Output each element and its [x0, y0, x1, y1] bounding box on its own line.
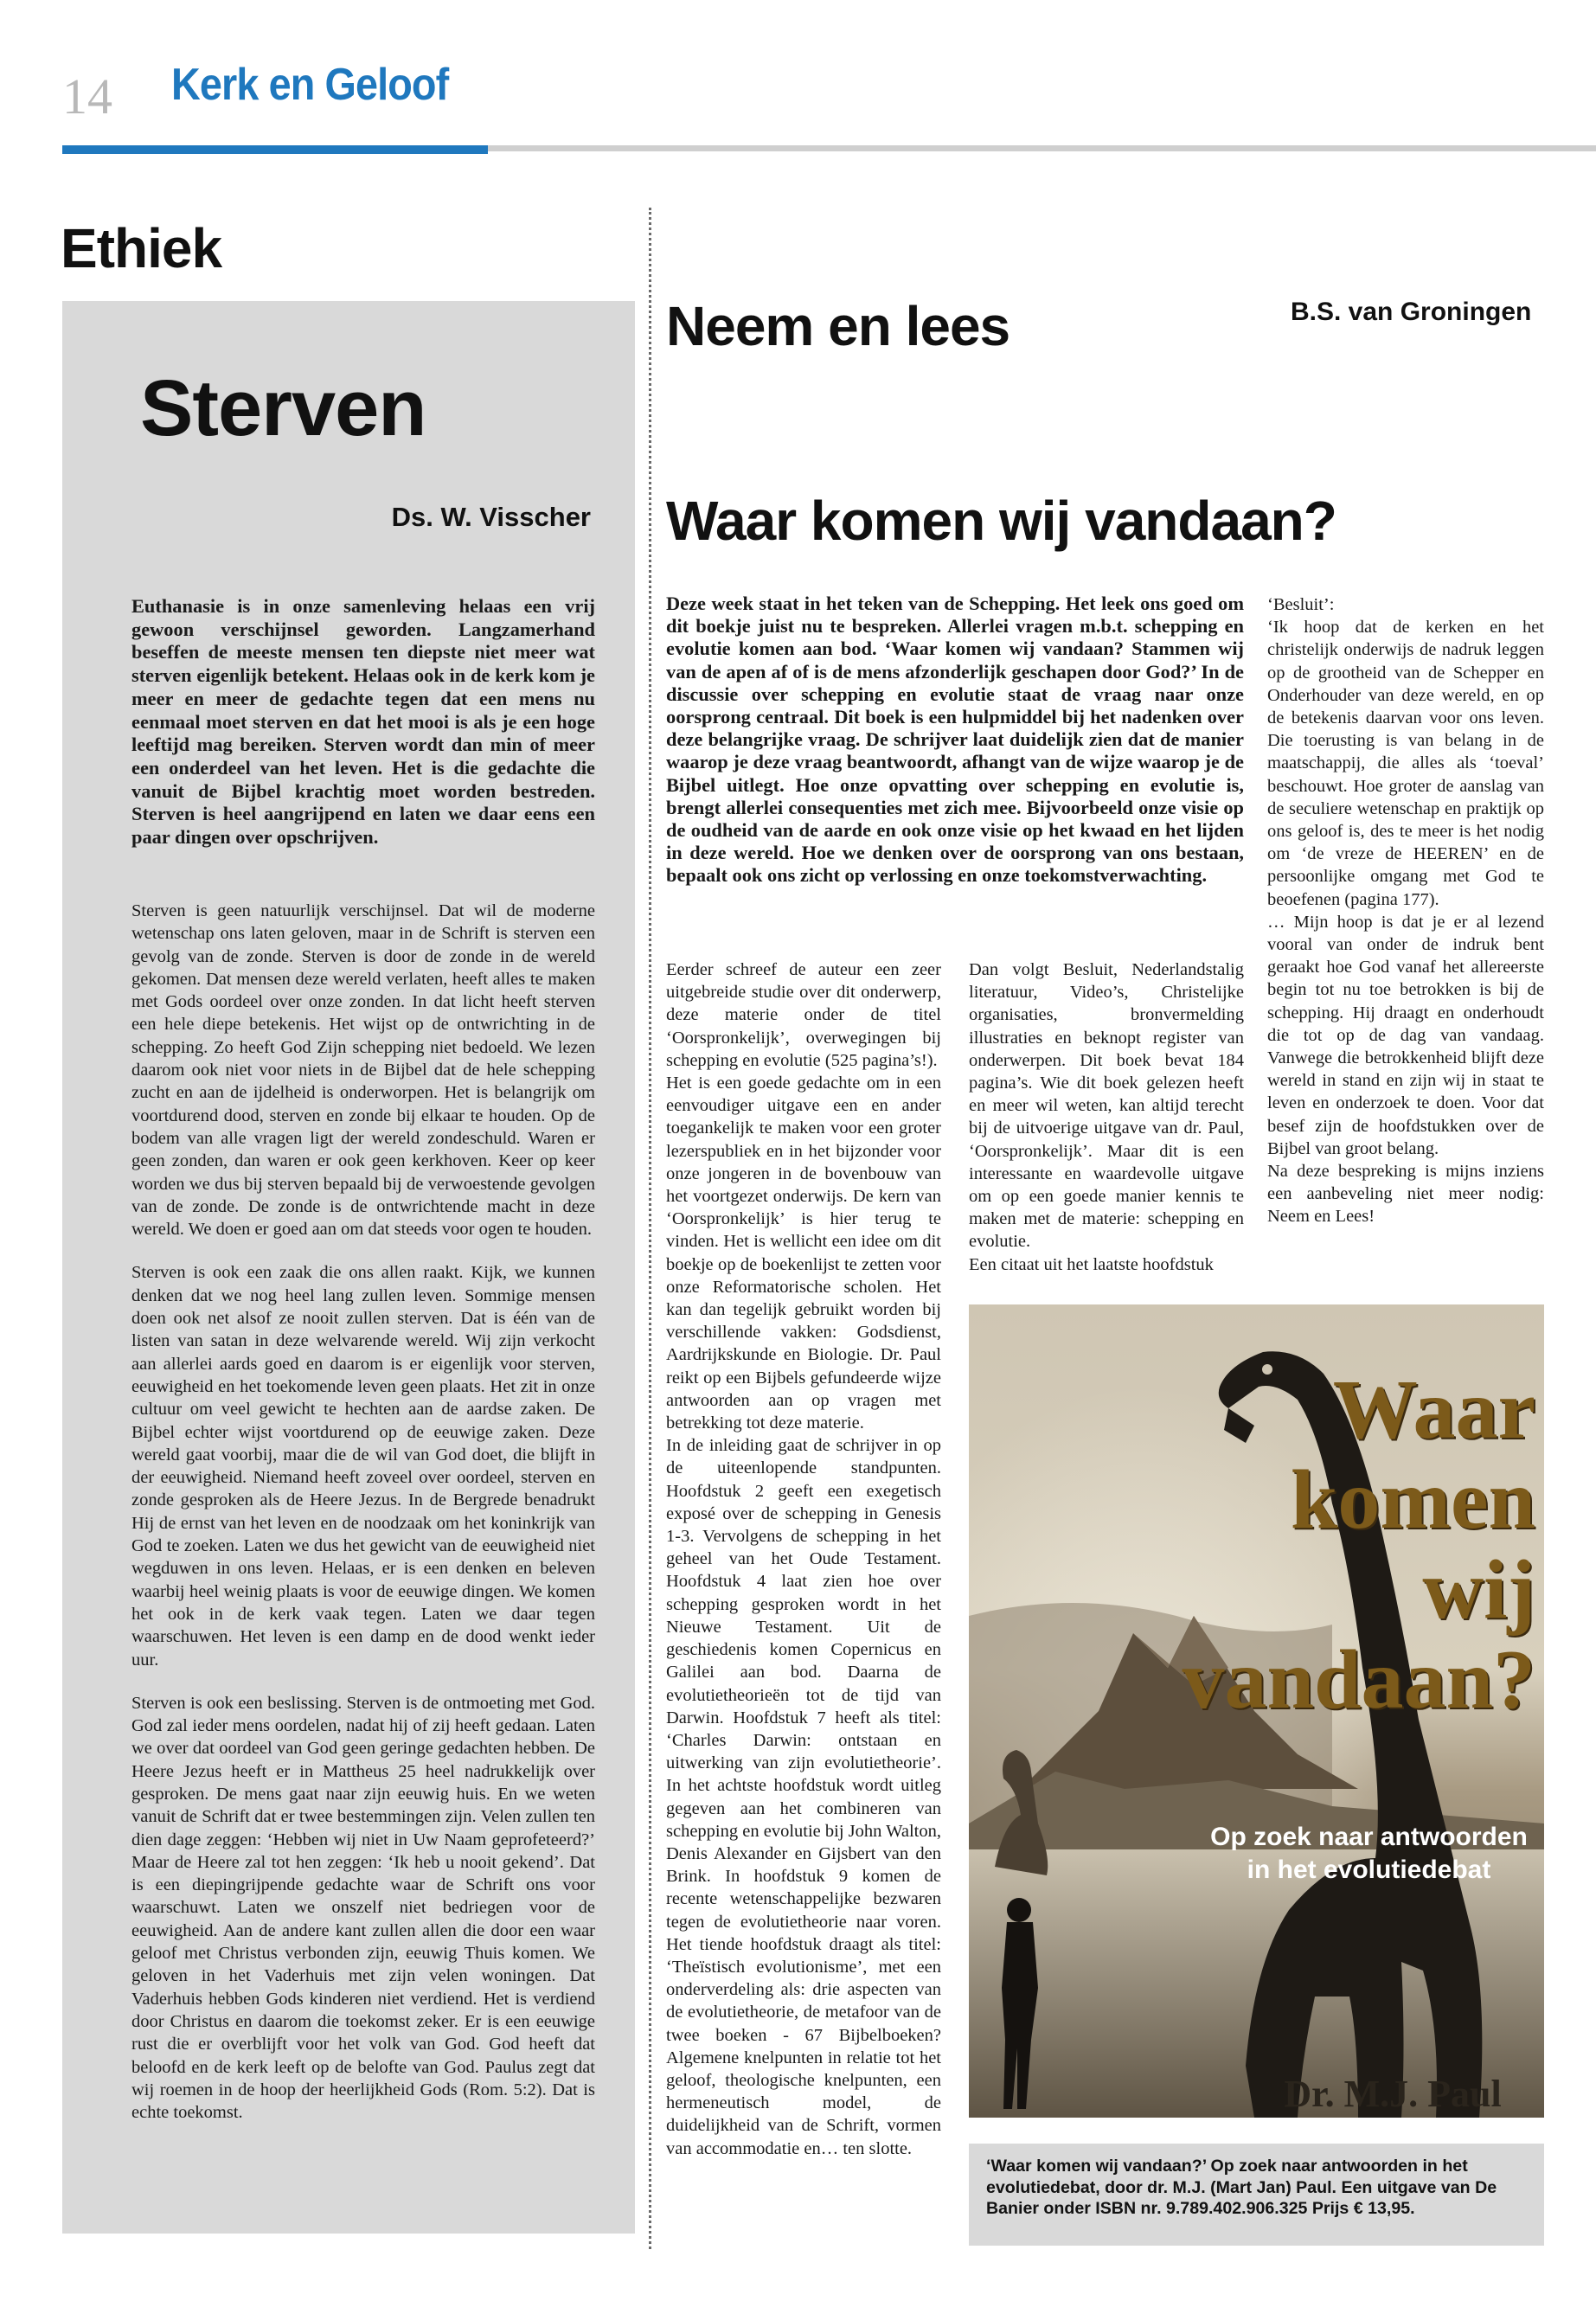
header-rule-accent [62, 145, 488, 154]
cover-title-line: wij [1422, 1543, 1535, 1637]
review-column-2 [969, 958, 1244, 1276]
book-cover-title [1172, 1365, 1535, 1725]
cover-title-line: Waar [1332, 1363, 1535, 1457]
cover-subtitle-line: Op zoek naar antwoorden [1210, 1823, 1528, 1851]
article-title-sterven: Sterven [140, 364, 426, 452]
review-paragraph: Een citaat uit het laatste hoofdstuk [969, 1254, 1214, 1274]
review-paragraph: … Mijn hoop is dat je er al lezend vooral van onder de indruk bent geraakt hoe God vanaf het allereerste begin tot nu toe betrokken is bij de schepping. Hij draagt en onderhoudt die tot op de dag van vandaag. Vanwege die betrokkenheid blijft deze wereld in stand en zijn wij in staat te leven en onderzoek te doen. Voor dat besef zijn de hoofdstukken over de Bijbel van groot belang. [1267, 912, 1544, 1158]
review-paragraph: In de inleiding gaat de schrijver in op de uiteenlopende standpunten. Hoofdstuk 2 geeft een exegetisch exposé over de schepping in Genesis 1-3. Vervolgens de schepping in het geheel van het Oude Testament. Hoofdstuk 4 laat zien hoe over schepping gesproken wordt in het Nieuwe Testament. Uit de geschiedenis komen Copernicus en Galilei aan bod. Daarna de evolutietheorieën tot de tijd van Darwin. Hoofdstuk 7 heeft als titel: ‘Charles Darwin: ontstaan en uitwerking van zijn evolutietheorie’. In het achtste hoofdstuk wordt uitleg gegeven aan het combineren van schepping en evolutie bij John Walton, Denis Alexander en Gijsbert van den Brink. In hoofdstuk 9 komen de recente wetenschappelijke bezwaren tegen de evolutietheorie naar voren. Het tiende hoofdstuk draagt als titel: ‘Theïstisch evolutionisme’, met een onderverdeling als: drie aspecten van de evolutietheorie, de metafoor van de twee boeken - 67 Bijbelboeken? Algemene knelpunten in relatie tot het geloof, theologische knelpunten, een hermeneutisch model, de duidelijkheid van de Schrift, vormen van accommodatie en… ten slotte. [666, 1436, 941, 2158]
cover-title-line: vandaan? [1182, 1633, 1535, 1727]
cover-title-line: komen [1290, 1453, 1535, 1547]
review-column-1 [666, 958, 941, 2160]
book-cover-subtitle [1202, 1821, 1535, 1887]
sterven-paragraph: Sterven is ook een zaak die ons allen raakt. Kijk, we kunnen denken dat we nog heel lang zullen leven. Sommige mensen doen ook net alsof ze nooit zullen sterven. Dat is één van de listen van satan in deze welvarende wereld. Wij zijn verkocht aan allerlei aards goed en daarom is er eigenlijk voor sterven, eeuwigheid en het toekomende leven geen plaats. Het zit in onze cultuur om veel gewicht te hechten aan de aardse zaken. De Bijbel echter wijst voortdurend op de eeuwige zaken. Deze wereld gaat voorbij, maar die de wil van God doet, die blijft in der eeuwigheid. Niemand heeft zoveel over oordeel, sterven en zonde gesproken als de Heere Jezus. In de Bergrede benadrukt Hij de ernst van het leven en de noodzaak om het koninkrijk van God te zoeken. Laten we dus het gewicht van de eeuwigheid niet wegduwen in ons leven. Helaas, er is een denken en beleven waarbij heel weinig plaats is voor de eeuwige dingen. We komen het ook in de kerk vaak tegen. Laten we daar tegen waarschuwen. Het leven is een damp en de dood wenkt ieder uur. [131, 1263, 595, 1670]
review-paragraph: Dan volgt Besluit, Nederlandstalig literatuur, Video’s, Christelijke organisaties, bronvermelding illustraties en beknopt register van onderwerpen. Dit boek bevat 184 pagina’s. Wie dit boek gelezen heeft en meer wil weten, kan altijd terecht bij de uitvoerige uitgave van dr. Paul, ‘Oorspronkelijk’. Maar dit is een interessante en waardevolle uitgave om op een goede manier kennis te maken met de materie: schepping en evolutie. [969, 960, 1244, 1252]
cover-subtitle-line: in het evolutiedebat [1247, 1856, 1491, 1884]
review-paragraph: ‘Ik hoop dat de kerken en het christelijk onderwijs de nadruk leggen op de grootheid van de Schepper en Onderhouder van deze wereld, en op de betekenis daarvan voor ons leven. Die toerusting is van belang in de maatschappij, die alles als ‘toeval’ beschouwt. Hoe groter de aanslag van de seculiere wetenschap en praktijk op ons geloof is, des te meer is het nodig om ‘de vreze de HEEREN’ en de persoonlijke omgang met God te beoefenen (pagina 177). [1267, 618, 1544, 909]
review-paragraph: Na deze bespreking is mijns inziens een aanbeveling niet meer nodig: Neem en Lees! [1267, 1162, 1544, 1227]
neem-en-lees-label: Neem en lees [666, 295, 1010, 357]
sterven-intro: Euthanasie is in onze samenleving helaas een vrij gewoon verschijnsel geworden. Langzamerhand beseffen de meeste mensen ten diepste niet meer wat sterven eigenlijk betekent. Helaas ook in de kerk kom je meer en meer de gedachte tegen dat een mens nu eenmaal moet sterven en dat het mooi is als je een hoge leeftijd mag bereiken. Sterven wordt dan min of meer een onderdeel van het leven. Het is die gedachte die vanuit de Bijbel krachtig moet worden bestreden. Sterven is heel aangrijpend en laten we daar eens een paar dingen over opschrijven. [131, 595, 595, 849]
page-number: 14 [62, 68, 112, 125]
review-paragraph: Het is een goede gedachte om in een eenvoudiger uitgave een en ander toegankelijk te maken voor een groter lezerspubliek en in het bijzonder voor onze jongeren in de bovenbouw van het voortgezet onderwijs. De kern van ‘Oorspronkelijk’ is hier terug te vinden. Het is wellicht een idee om dit boekje op de boekenlijst te zetten voor onze Reformatorische scholen. Het kan dan tegelijk gebruikt worden bij verschillende vakken: Godsdienst, Aardrijkskunde en Biologie. Dr. Paul reikt op een Bijbels gefundeerde wijze antwoorden aan op vragen met betrekking tot deze materie. [666, 1074, 941, 1433]
sterven-body [131, 900, 595, 2144]
review-paragraph: Eerder schreef de auteur een zeer uitgebreide studie over dit onderwerp, deze materie onder de titel ‘Oorspronkelijk’, overwegingen bij schepping en evolutie (525 pagina’s!). [666, 960, 941, 1070]
review-column-3 [1267, 593, 1544, 1228]
book-caption: ‘Waar komen wij vandaan?’ Op zoek naar antwoorden in het evolutiedebat, door dr. M.J. (Mart Jan) Paul. Een uitgave van De Banier onder ISBN nr. 9.789.402.906.325 Prijs € 13,95. [986, 2157, 1497, 2218]
review-author: B.S. van Groningen [1291, 298, 1532, 326]
review-paragraph: ‘Besluit’: [1267, 595, 1335, 614]
column-divider [649, 208, 651, 2249]
sterven-paragraph: Sterven is geen natuurlijk verschijnsel. Dat wil de moderne wetenschap ons laten geloven, maar in de Schrift is sterven een gevolg van de zonde. Sterven is door de zonde in de wereld gekomen. Dat mensen deze wereld verlaten, heeft alles te maken met Gods oordeel over onze zonden. In dat licht heeft sterven een hele diepe betekenis. Het wijst op de ontwrichting in de schepping. Zo heeft God Zijn schepping niet bedoeld. We lezen daarom ook niet voor niets in de Bijbel dat de hele schepping zucht en aan de ijdelheid is onderworpen. Het is belangrijk om voortdurend dood, sterven en zonde bij elkaar te houden. Op de bodem van alle vragen ligt der wereld zondeschuld. Waren er geen zonden, dan waren er ook geen kerkhoven. Keer op keer worden we dus bij sterven bepaald bij de verwoestende gevolgen van de zonde. De zonde is de ontwrichtende macht in deze wereld. We doen er goed aan om dat steeds voor ogen te houden. [131, 901, 595, 1240]
article-author-visscher: Ds. W. Visscher [391, 502, 591, 532]
ethiek-section-label: Ethiek [61, 217, 222, 279]
section-title: Kerk en Geloof [171, 60, 449, 110]
sterven-paragraph: Sterven is ook een beslissing. Sterven is de ontmoeting met God. God zal ieder mens oordelen, nadat hij of zij heeft gedaan. Laten we over dat oordeel van God geen geringe gedachten hebben. De Heere Jezus heeft er in Mattheus 25 heel nadrukkelijk over gesproken. De mens gaat naar zijn eeuwig huis. En we weten vanuit de Schrift dat er twee bestemmingen zijn. Velen zullen ten dien dage zeggen: ‘Hebben wij niet in Uw Naam geprofeteerd?’ Maar de Heere zal tot hen zeggen: ‘Ik heb u nooit gekend’. Dat is een diepingrijpende gedachte waar de Schrift ons voor waarschuwt. Laten we onszelf niet bedriegen voor de eeuwigheid. Aan de andere kant zullen allen die door een waar geloof met Christus verbonden zijn, eeuwig Thuis komen. We geloven in het Vaderhuis met zijn velen woningen. Dat Vaderhuis hebben Gods kinderen niet verdiend. Het is verdiend door Christus en daarom die toekomst zeker. Er is een eeuwige rust die er overblijft voor het volk van God. God heeft dat beloofd en de kerk leeft op de belofte van God. Paulus zegt dat wij roemen in de hoop der heerlijkheid Gods (Rom. 5:2). Dat is echte toekomst. [131, 1693, 595, 2123]
book-cover-author: Dr. M.J. Paul [1284, 2073, 1502, 2115]
review-intro: Deze week staat in het teken van de Schepping. Het leek ons goed om dit boekje juist nu te bespreken. Allerlei vragen m.b.t. schepping en evolutie komen aan bod. ‘Waar komen wij vandaan? Stammen wij van de apen af of is de mens afzonderlijk geschapen door God?’ In de discussie over schepping en evolutie staat de vraag naar onze oorsprong centraal. Dit boek is een hulpmiddel bij het nadenken over deze belangrijke vraag. De schrijver laat duidelijk zien dat de manier waarop je deze vraag beantwoordt, afhangt van de wijze waarop je de Bijbel uitlegt. Hoe onze opvatting over schepping en evolutie is, brengt allerlei consequenties met zich mee. Bijvoorbeeld onze visie op de oudheid van de aarde en ook onze visie op het kwaad en het lijden in deze wereld. Hoe we denken over de oorsprong van ons bestaan, bepaalt ook ons zicht op verlossing en onze toekomstverwachting. [666, 593, 1244, 887]
review-title: Waar komen wij vandaan? [666, 490, 1336, 552]
